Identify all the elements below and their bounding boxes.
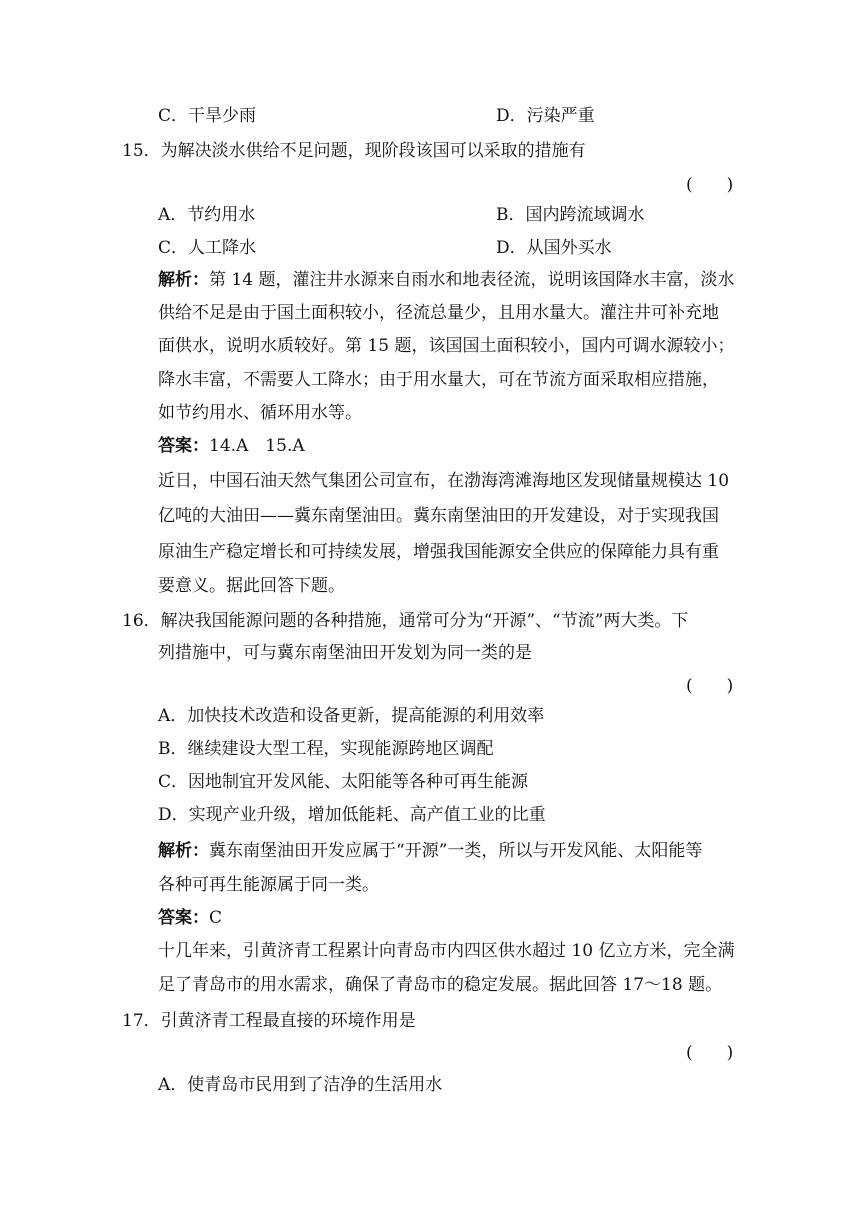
passage-oil-line-2: 亿吨的大油田——冀东南堡油田。冀东南堡油田的开发建设，对于实现我国 [158, 506, 719, 526]
q17-option-a: A．使青岛市民用到了洁净的生活用水 [158, 1075, 443, 1095]
q15-option-b: B．国内跨流域调水 [496, 205, 645, 225]
answer-label: 答案： [158, 908, 209, 928]
q14-option-d: D．污染严重 [496, 106, 595, 126]
analysis-label: 解析： [158, 841, 209, 861]
answer-text: C [209, 908, 223, 928]
answer-text: 14.A 15.A [209, 436, 305, 456]
analysis-14-15-line-3: 面供水，说明水质较好。第 15 题，该国国土面积较小，国内可调水源较小； [158, 336, 735, 356]
q16-stem-line-2: 列措施中，可与冀东南堡油田开发划为同一类的是 [158, 643, 532, 663]
q17-answer-paren: ( ) [686, 1043, 734, 1063]
q16-option-b: B．继续建设大型工程，实现能源跨地区调配 [158, 739, 494, 759]
q16-option-a: A．加快技术改造和设备更新，提高能源的利用效率 [158, 706, 545, 726]
analysis-14-15-line-5: 如节约用水、循环用水等。 [158, 403, 362, 423]
answer-14-15 [158, 435, 305, 457]
analysis-14-15-line-2: 供给不足是由于国土面积较小，径流总量少，且用水量大。灌注井可补充地 [158, 303, 719, 323]
q15-stem: 15．为解决淡水供给不足问题，现阶段该国可以采取的措施有 [122, 141, 586, 161]
q16-answer-paren: ( ) [686, 676, 734, 696]
analysis-16-line-2: 各种可再生能源属于同一类。 [158, 875, 379, 895]
q16-option-d: D．实现产业升级，增加低能耗、高产值工业的比重 [158, 805, 546, 825]
q16-stem-line-1: 16．解决我国能源问题的各种措施，通常可分为“开源”、“节流”两大类。下 [122, 611, 689, 631]
analysis-text: 冀东南堡油田开发应属于“开源”一类，所以与开发风能、太阳能等 [209, 841, 703, 861]
q17-stem: 17．引黄济青工程最直接的环境作用是 [122, 1011, 416, 1031]
q15-option-c: C．人工降水 [158, 238, 257, 258]
analysis-14-15-line-1 [158, 269, 734, 291]
passage-water-line-2: 足了青岛市的用水需求，确保了青岛市的稳定发展。据此回答 17～18 题。 [158, 975, 723, 995]
passage-water-line-1: 十几年来，引黄济青工程累计向青岛市内四区供水超过 10 亿立方米，完全满 [158, 941, 735, 961]
q16-option-c: C．因地制宜开发风能、太阳能等各种可再生能源 [158, 772, 529, 792]
analysis-16-line-1 [158, 840, 702, 862]
passage-oil-line-3: 原油生产稳定增长和可持续发展，增强我国能源安全供应的保障能力具有重 [158, 542, 719, 562]
q15-answer-paren: ( ) [686, 175, 734, 195]
q14-option-c: C．干旱少雨 [158, 106, 257, 126]
passage-oil-line-1: 近日，中国石油天然气集团公司宣布，在渤海湾滩海地区发现储量规模达 10 [158, 471, 730, 491]
answer-16 [158, 907, 222, 929]
analysis-text: 第 14 题，灌注井水源来自雨水和地表径流，说明该国降水丰富，淡水 [209, 270, 735, 290]
analysis-14-15-line-4: 降水丰富，不需要人工降水；由于用水量大，可在节流方面采取相应措施， [158, 370, 719, 390]
q15-option-d: D．从国外买水 [496, 238, 612, 258]
answer-label: 答案： [158, 436, 209, 456]
passage-oil-line-4: 要意义。据此回答下题。 [158, 576, 345, 596]
q15-option-a: A．节约用水 [158, 205, 256, 225]
analysis-label: 解析： [158, 270, 209, 290]
